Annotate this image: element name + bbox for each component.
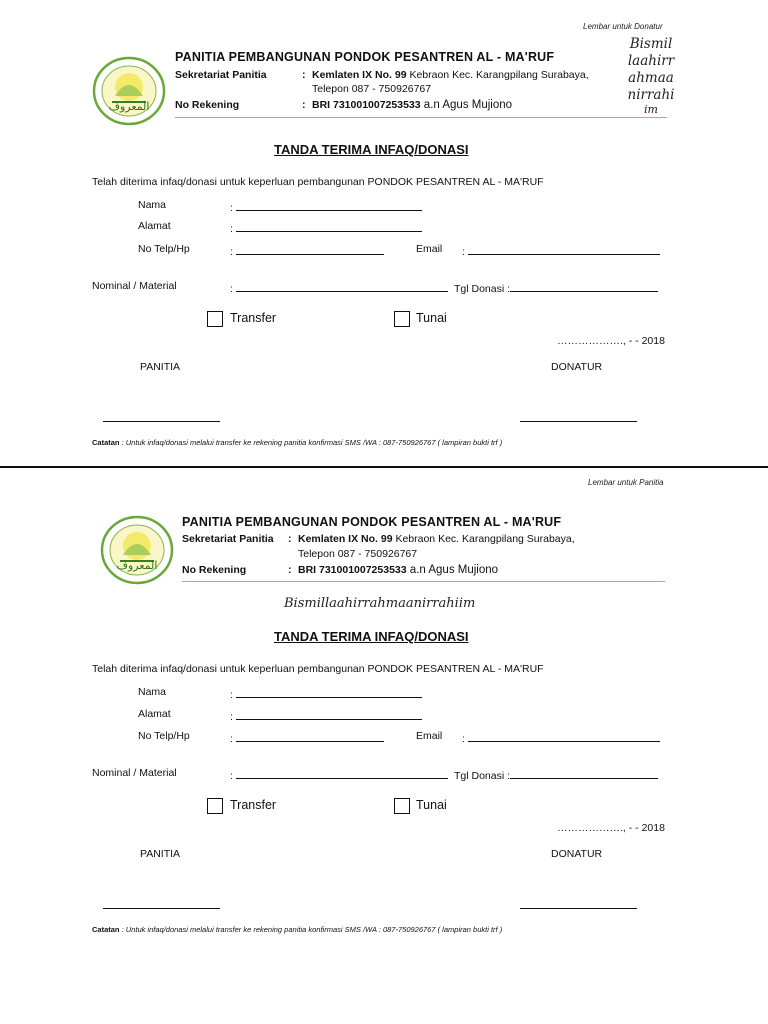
colon: : [288, 533, 292, 545]
bismillah: Bismillaahirrahmaanirrahiim [284, 596, 476, 611]
panitia-label: PANITIA [140, 848, 181, 860]
doc-title: TANDA TERIMA INFAQ/DONASI [274, 142, 469, 157]
transfer-label: Transfer [230, 311, 277, 325]
email-label: Email [416, 730, 443, 742]
nama-field[interactable]: : [230, 686, 422, 701]
intro-text: Telah diterima infaq/donasi untuk keperluan pembangunan PONDOK PESANTREN AL - MA'RUF [92, 176, 544, 188]
colon: : [302, 69, 306, 81]
bismillah-wrapped: Bismil laahirr ahmaa nirrahi im [627, 36, 675, 116]
rekening-label: No Rekening [182, 564, 247, 576]
nama-label: Nama [138, 686, 167, 698]
tgl-donasi-field[interactable]: Tgl Donasi : [454, 280, 658, 295]
email-field[interactable]: : [462, 730, 660, 745]
org-title: PANITIA PEMBANGUNAN PONDOK PESANTREN AL - MA'RUF [182, 515, 562, 529]
tunai-checkbox[interactable] [394, 798, 410, 814]
nama-label: Nama [138, 199, 167, 211]
rekening-rest: a.n Agus Mujiono [420, 99, 513, 111]
colon: : [302, 99, 306, 111]
address-rest: Kebraon Kec. Karangpilang Surabaya, [406, 69, 589, 81]
sekretariat-label: Sekretariat Panitia [182, 533, 274, 545]
header-rule [182, 581, 665, 582]
tunai-label: Tunai [416, 311, 447, 325]
rekening-rest: a.n Agus Mujiono [406, 564, 499, 576]
date-line: ………………., - - 2018 [557, 822, 665, 834]
email-field[interactable]: : [462, 243, 660, 258]
telp-label: No Telp/Hp [138, 243, 190, 255]
rekening-bold: BRI 731001007253533 [298, 564, 407, 576]
address-bold: Kemlaten IX No. 99 [312, 69, 407, 81]
alamat-label: Alamat [138, 708, 171, 720]
doc-title: TANDA TERIMA INFAQ/DONASI [274, 629, 469, 644]
email-label: Email [416, 243, 443, 255]
telepon: Telepon 087 - 750926767 [312, 83, 432, 95]
nominal-label: Nominal / Material [92, 280, 177, 292]
tunai-label: Tunai [416, 798, 447, 812]
transfer-checkbox[interactable] [207, 798, 223, 814]
address [298, 533, 575, 545]
telp-field[interactable]: : [230, 730, 384, 745]
nominal-label: Nominal / Material [92, 767, 177, 779]
donatur-label: DONATUR [551, 848, 603, 860]
pesantren-logo [100, 515, 174, 585]
rekening-bold: BRI 731001007253533 [312, 99, 421, 111]
nama-field[interactable]: : [230, 199, 422, 214]
logo-arabic-text: المعروف [116, 559, 158, 572]
rekening-label: No Rekening [175, 99, 240, 111]
catatan: Catatan : Untuk infaq/donasi melalui transfer ke rekening panitia konfirmasi SMS /WA : 087-750926767 ( lampiran bukti trf ) [92, 925, 503, 934]
catatan: Catatan : Untuk infaq/donasi melalui transfer ke rekening panitia konfirmasi SMS /WA : 087-750926767 ( lampiran bukti trf ) [92, 438, 503, 447]
panitia-signature-line[interactable] [103, 908, 220, 909]
alamat-field[interactable]: : [230, 220, 422, 235]
alamat-label: Alamat [138, 220, 171, 232]
lembar-label: Lembar untuk Panitia [588, 478, 664, 487]
rekening-info [298, 564, 498, 576]
donatur-signature-line[interactable] [520, 908, 637, 909]
donatur-label: DONATUR [551, 361, 603, 373]
telepon: Telepon 087 - 750926767 [298, 548, 418, 560]
alamat-field[interactable]: : [230, 708, 422, 723]
logo-arabic-text: المعروف [108, 100, 150, 113]
sekretariat-label: Sekretariat Panitia [175, 69, 267, 81]
telp-field[interactable]: : [230, 243, 384, 258]
date-line: ………………., - - 2018 [557, 335, 665, 347]
transfer-label: Transfer [230, 798, 277, 812]
colon: : [288, 564, 292, 576]
tgl-donasi-field[interactable]: Tgl Donasi : [454, 767, 658, 782]
telp-label: No Telp/Hp [138, 730, 190, 742]
lembar-label: Lembar untuk Donatur [583, 22, 663, 31]
intro-text: Telah diterima infaq/donasi untuk keperluan pembangunan PONDOK PESANTREN AL - MA'RUF [92, 663, 544, 675]
nominal-field[interactable]: : [230, 767, 448, 782]
address-bold: Kemlaten IX No. 99 [298, 533, 393, 545]
address-rest: Kebraon Kec. Karangpilang Surabaya, [392, 533, 575, 545]
org-title: PANITIA PEMBANGUNAN PONDOK PESANTREN AL - MA'RUF [175, 50, 555, 64]
panitia-label: PANITIA [140, 361, 181, 373]
nominal-field[interactable]: : [230, 280, 448, 295]
